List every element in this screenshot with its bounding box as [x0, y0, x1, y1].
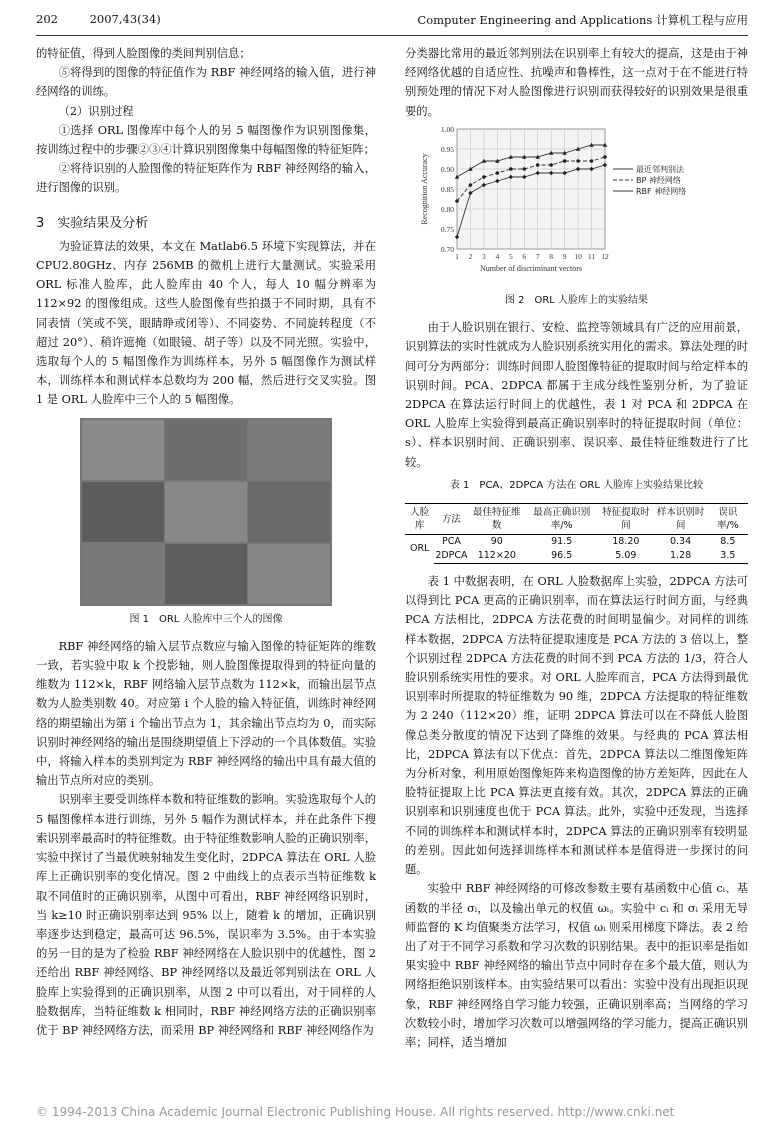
y-tick-label: 0.80: [440, 204, 454, 214]
face-image: [82, 544, 164, 604]
x-tick-label: 6: [522, 251, 527, 261]
paragraph: 表 1 中数据表明，在 ORL 人脸数据库上实验，2DPCA 方法可以得到比 PCA 更高的正确识别率，而在算法运行时间方面，与经典 PCA 方法相比，2DPCA 方法花费的时间明显偏少。对同样的训练样本数据，2DPCA 方法特征提取速度是 PCA 方法的 3 倍以上，整个识别过程 2DPCA 方法花费的时间不到 PCA 方法的 1/3，符合人脸识别系统实用性的要求。对 ORL 人脸库而言，PCA 方法得到最优识别率时所提取的特征维数为 90 维，2DPCA 方法提取的特征维数为 2 240（112×20）维，证明 2DPCA 算法可以在不降低人脸图像总类分散度的情况下达到了降维的效果。与经典的 PCA 算法相比，2DPCA 算法有以下优点：首先，2DPCA 算法以二维图像矩阵为分析对象，利用原始图像矩阵来构造图像的协方差矩阵，因此在人脸特征提取上比 PCA 算法更直接有效。其次，2DPCA 算法的正确识别率和识别速度也优于 PCA 算法。此外，实验中还发现，当选择不同的训练样本和测试样本时，2DPCA 算法的正确识别率有较明显的差别。因此如何选择训练样本和测试样本是值得进一步探讨的问题。: [405, 575, 748, 877]
data-point: [455, 199, 459, 203]
table-cell: 91.5: [551, 536, 573, 548]
x-axis-label: Number of discriminant vectors: [480, 263, 582, 273]
face-image: [165, 544, 247, 604]
table-header: 样本识别时间: [653, 504, 707, 535]
table-cell: 96.5: [525, 549, 598, 564]
table-header: 人脸库: [405, 504, 434, 535]
section-title: 3 实验结果及分析: [36, 215, 149, 231]
table-cell: PCA: [441, 536, 461, 548]
paragraph: RBF 神经网络的输入层节点数应与输入图像的特征矩阵的维数一致，若实验中取 k 个投影轴，则人脸图像提取得到的特征向量的维数为 112×k，RBF 网络输入层节点数为 112×k，而输出层节点数为人脸类别数 40。对应第 i 个人脸的输入特征值，训练时神经网络的期望输出为第 i 个输出节点为 1，其余输出节点均为 0，而实际识别时神经网络的输出是围绕期望值上下浮动的一个具体数值。实验中，将输入样本的类别判定为 RBF 神经网络的输出中具有最大值的输出节点所对应的类别。: [36, 639, 376, 788]
x-tick-label: 8: [549, 251, 554, 261]
face-image: [165, 420, 247, 480]
x-tick-label: 10: [574, 251, 582, 261]
data-point: [563, 159, 567, 163]
y-tick-label: 0.70: [440, 244, 454, 254]
table1-caption: 表 1 PCA、2DPCA 方法在 ORL 人脸库上实验结果比较: [449, 479, 704, 491]
legend-label: RBF 神经网络: [636, 186, 687, 196]
table-cell: 5.09: [598, 549, 653, 564]
face-image: [248, 420, 330, 480]
subsection-title: （2）识别过程: [58, 104, 134, 118]
x-tick-label: 1: [455, 251, 459, 261]
y-tick-label: 0.95: [440, 144, 454, 154]
x-tick-label: 5: [508, 251, 513, 261]
table-cell: 90: [490, 536, 503, 548]
results-table: [405, 503, 748, 564]
data-point: [482, 175, 486, 179]
data-point: [509, 167, 513, 171]
table-cell: 3.5: [708, 549, 748, 564]
table-header: 最佳特征维数: [469, 504, 526, 535]
table-cell: ORL: [409, 543, 430, 555]
data-point: [549, 163, 553, 167]
x-tick-label: 4: [495, 251, 500, 261]
paragraph: ②将待识别的人脸图像的特征矩阵作为 RBF 神经网络的输入，进行图像的识别。: [36, 162, 376, 195]
issue-info: 2007,43(34): [89, 12, 161, 26]
data-point: [603, 155, 607, 159]
table-cell: 0.34: [669, 536, 692, 548]
paragraph: 由于人脸识别在银行、安检、监控等领域具有广泛的应用前景，识别算法的实时性就成为人脸识别系统实用化的需求。算法处理的时间可分为两部分：训练时间即人脸图像特征的提取时间与给定样本的识别时间。PCA、2DPCA 都属于主成分线性鉴别分析，为了验证 2DPCA 在算法运行时间上的优越性，表 1 对 PCA 和 2DPCA 在 ORL 人脸库上实验得到最高正确识别率时的特征提取时间（单位：s）、样本识别时间、正确识别率、误识率、最佳特征维数进行了比较。: [405, 321, 748, 469]
table-cell: 8.5: [720, 536, 736, 548]
figure2-caption: 图 2 ORL 人脸库上的实验结果: [504, 295, 649, 307]
table-cell: 112×20: [469, 549, 526, 564]
header-left: [36, 12, 189, 32]
face-image: [82, 482, 164, 542]
data-point: [536, 163, 540, 167]
table-cell: 2DPCA: [434, 549, 468, 564]
page-header: [36, 12, 748, 36]
table-cell: 1.28: [653, 549, 707, 564]
x-tick-label: 11: [587, 251, 596, 261]
page-number: 202: [36, 12, 58, 26]
face-image: [165, 482, 247, 542]
left-column: [36, 44, 376, 1040]
y-axis-label: Recognition Accuracy: [420, 153, 429, 225]
recognition-chart: [405, 121, 748, 281]
figure1-caption: 图 1 ORL 人脸库中三个人的图像: [129, 613, 283, 625]
y-tick-label: 0.75: [440, 224, 454, 234]
paragraph: 的特征值，得到人脸图像的类间判别信息；: [36, 47, 251, 60]
x-tick-label: 9: [562, 251, 567, 261]
face-image: [248, 544, 330, 604]
paragraph: 为验证算法的效果，本文在 Matlab6.5 环境下实现算法，并在 CPU2.80GHz、内存 256MB 的微机上进行大量测试。实验采用 ORL 标准人脸库，此人脸库由 40 个人，每人 10 幅分辨率为 112×92 的图像组成。这些人脸图像有些拍摄于不同时期，具有不同表情（笑或不笑，眼睛睁或闭等）、不同姿势、不同旋转程度（不超过 20°）、稍许遮掩（如眼镜、胡子等）以及不同光照。实验中，选取每个人的 5 幅图像作为训练样本，另外 5 幅图像作为测试样本，训练样本和测试样本总数均为 200 幅，然后进行交叉实验。图 1 是 ORL 人脸库中三个人的 5 幅图像。: [36, 239, 376, 407]
data-point: [590, 159, 594, 163]
right-column: [405, 44, 748, 1052]
face-image-grid: [80, 418, 332, 606]
paragraph: 识别率主要受训练样本数和特征维数的影响。实验选取每个人的 5 幅图像样本进行训练，另外 5 幅作为测试样本，并在此条件下搜索识别率最高时的特征维数。由于特征维数影响人脸的正确识别率，实验中探讨了当最优映射轴发生变化时，2DPCA 算法在 ORL 人脸库上正确识别率的变化情况。图 2 中曲线上的点表示当特征维数 k 取不同值时的正确识别率，从图中可看出，RBF 神经网络识别时，当 k≥10 时正确识别率达到 95% 以上，随着 k 的增加，正确识别率逐步达到稳定，最高可达 96.5%，误识率为 3.5%。由于本实验的另一目的是为了检验 RBF 神经网络在人脸识别中的优越性，图 2 还给出 RBF 神经网络、BP 神经网络以及最近邻判别法在 ORL 人脸库上实验得到的正确识别率，从图 2 中可以看出，对于同样的人脸数据库，当特征维数 k 相同时，RBF 神经网络方法的正确识别率优于 BP 神经网络方法，而采用 BP 神经网络和 RBF 神经网络作为: [36, 793, 376, 1037]
table-row: [405, 535, 748, 550]
table-header: 特征提取时间: [598, 504, 653, 535]
legend-label: BP 神经网络: [636, 175, 681, 185]
table-cell: 18.20: [612, 536, 640, 548]
y-tick-label: 0.90: [440, 164, 454, 174]
paragraph: ①选择 ORL 图像库中每个人的另 5 幅图像作为识别图像集，按训练过程中的步骤②③④计算识别图像集中每幅图像的特征矩阵；: [36, 123, 376, 157]
data-point: [576, 159, 580, 163]
paragraph: 分类器比常用的最近邻判别法在识别率上有较大的提高，这是由于神经网络优越的自适应性、抗噪声和鲁棒性，这一点对于在不能进行特别预处理的情况下对人脸图像进行识别而获得较好的识别效果是很重要的。: [405, 47, 748, 118]
table-header: 最高正确识别率/%: [525, 504, 598, 535]
paragraph: ⑤将得到的图像的特征值作为 RBF 神经网络的输入值，进行神经网络的训练。: [36, 66, 376, 99]
data-point: [522, 167, 526, 171]
x-tick-label: 12: [601, 251, 609, 261]
copyright-footer: © 1994-2013 China Academic Journal Electronic Publishing House. All rights reserved. http://www.cnki.net: [36, 1105, 675, 1119]
y-tick-label: 0.85: [440, 184, 454, 194]
x-tick-label: 3: [482, 251, 486, 261]
data-point: [496, 171, 500, 175]
x-tick-label: 2: [468, 251, 473, 261]
y-tick-label: 1.00: [440, 124, 454, 134]
legend-label: 最近邻判别法: [636, 164, 684, 174]
journal-title: Computer Engineering and Applications 计算机工程与应用: [417, 13, 748, 27]
face-image: [82, 420, 164, 480]
table-header: 误识率/%: [708, 504, 748, 535]
table-header: 方法: [434, 504, 468, 535]
paragraph: 实验中 RBF 神经网络的可修改参数主要有基函数中心值 cᵢ、基函数的半径 σᵢ，以及输出单元的权值 ωᵢ。实验中 cᵢ 和 σᵢ 采用无导师监督的 K 均值聚类方法学习，权值 ωᵢ 则采用梯度下降法。表 2 给出了对于不同学习系数和学习次数的识别结果。表中的拒识率是指如果实验中 RBF 神经网络的输出节点中同时存在多个最大值，则认为网络拒绝识别该样本。由实验结果可以看出：实验中没有出现拒识现象，RBF 神经网络自学习能力较强，正确识别率高；当网络的学习次数较小时，增加学习次数可以增强网络的学习能力，提高正确识别率；同样，适当增加: [405, 882, 748, 1049]
x-tick-label: 7: [535, 251, 540, 261]
face-image: [248, 482, 330, 542]
data-point: [469, 183, 473, 187]
table-header-row: [405, 504, 748, 535]
table-row: [405, 549, 748, 564]
